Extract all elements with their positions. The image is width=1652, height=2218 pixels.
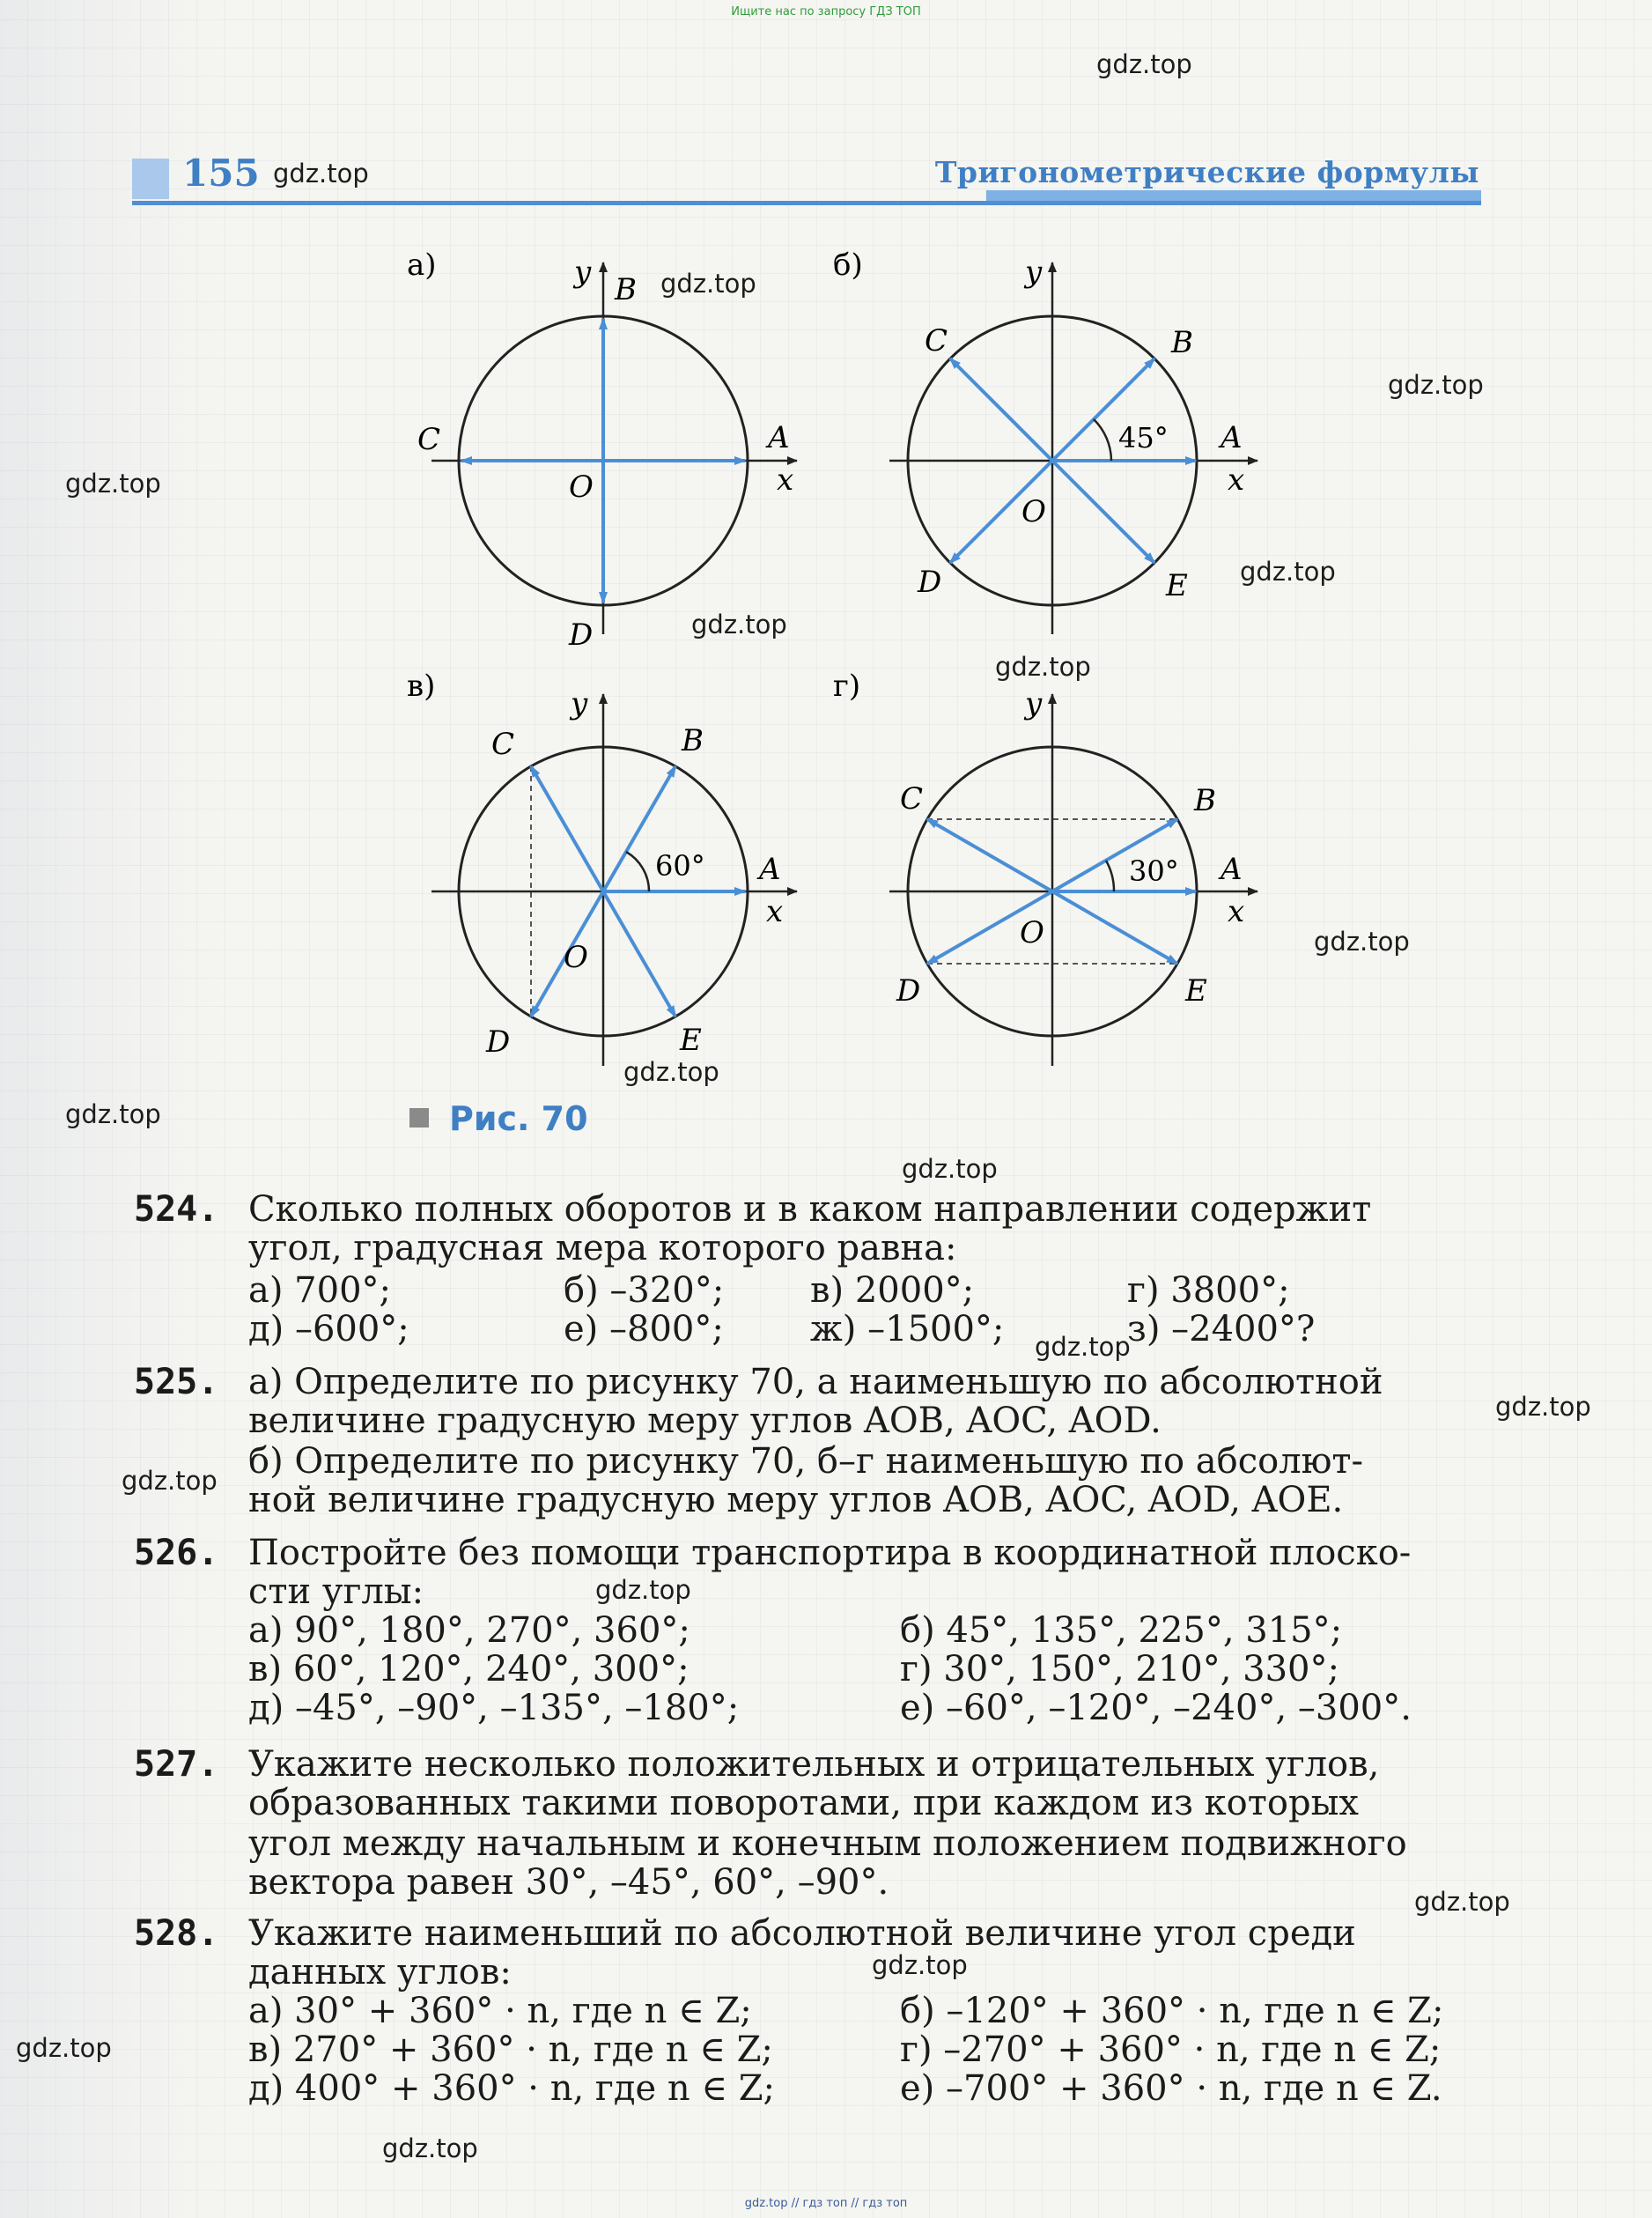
answer-item: е) –800°;	[564, 1309, 724, 1349]
answer-item: е) –700° + 360° · n, где n ∈ Z.	[900, 2068, 1442, 2109]
point-c: C	[925, 323, 948, 359]
answer-item: б) –120° + 360° · n, где n ∈ Z;	[900, 1991, 1444, 2031]
problem-text: величине градусную меру углов AOB, AOC, AOD.	[248, 1401, 1162, 1441]
vector-oc	[927, 819, 1052, 891]
point-b: B	[615, 272, 637, 307]
problem-text: данных углов:	[248, 1952, 512, 1993]
axis-y-label: y	[1025, 255, 1043, 290]
point-a: A	[1221, 852, 1243, 887]
watermark: gdz.top	[65, 1099, 161, 1129]
answer-item: в) 270° + 360° · n, где n ∈ Z;	[248, 2029, 773, 2070]
watermark: gdz.top	[1096, 49, 1192, 79]
point-d: D	[896, 973, 921, 1009]
angle-label: 45°	[1118, 421, 1169, 455]
point-e: E	[680, 1023, 702, 1058]
point-d: D	[486, 1024, 511, 1060]
angle-arc	[626, 852, 649, 891]
vector-oe	[603, 891, 675, 1017]
problem-text: ной величине градусную меру углов AOB, AOC, AOD, AOE.	[248, 1480, 1344, 1520]
origin-o: O	[1020, 915, 1044, 950]
axis-y-label: y	[574, 255, 592, 290]
panel-a-label: а)	[407, 248, 437, 283]
axis-x-label: x	[1228, 894, 1245, 929]
point-b: B	[1194, 783, 1216, 818]
panel-c	[407, 669, 797, 1066]
answer-item: г) –270° + 360° · n, где n ∈ Z;	[900, 2029, 1442, 2070]
watermark: gdz.top	[382, 2133, 478, 2163]
panel-a	[407, 248, 797, 653]
point-a: A	[759, 852, 781, 887]
answer-item: ж) –1500°;	[810, 1309, 1005, 1349]
panel-d-label: г)	[833, 669, 861, 704]
problem-number: 526.	[134, 1533, 219, 1573]
watermark: gdz.top	[1495, 1392, 1591, 1422]
axis-y-label: y	[571, 686, 588, 721]
problem-text: Укажите наименьший по абсолютной величине угол среди	[248, 1913, 1356, 1954]
answer-item: а) 90°, 180°, 270°, 360°;	[248, 1610, 690, 1651]
watermark: gdz.top	[1414, 1887, 1510, 1917]
vector-oe	[1052, 891, 1177, 964]
problem-text: Постройте без помощи транспортира в координатной плоско-	[248, 1533, 1412, 1573]
axis-x-label: x	[777, 462, 794, 498]
point-b: B	[1171, 325, 1193, 360]
point-c: C	[417, 422, 441, 457]
watermark: gdz.top	[273, 159, 369, 189]
point-c: C	[900, 781, 924, 817]
problem-number: 528.	[134, 1913, 219, 1954]
point-e: E	[1166, 568, 1188, 603]
problem-text: сти углы:	[248, 1571, 424, 1612]
angle-label: 30°	[1129, 854, 1179, 888]
answer-item: а) 30° + 360° · n, где n ∈ Z;	[248, 1991, 752, 2031]
axis-x-label: x	[766, 894, 784, 929]
angle-arc	[1106, 861, 1114, 891]
watermark: gdz.top	[902, 1154, 998, 1184]
vector-oc	[950, 359, 1052, 461]
problem-number: 525.	[134, 1362, 219, 1402]
caption-marker	[409, 1108, 429, 1127]
panel-c-label: в)	[407, 669, 436, 704]
figure-caption: Рис. 70	[449, 1099, 588, 1138]
watermark: gdz.top	[1388, 370, 1484, 400]
answer-item: в) 2000°;	[810, 1270, 975, 1311]
origin-o: O	[564, 940, 588, 975]
problem-text: б) Определите по рисунку 70, б–г наименьшую по абсолют-	[248, 1441, 1364, 1482]
problem-text: образованных такими поворотами, при каждом из которых	[248, 1783, 1359, 1823]
page-number: 155	[182, 152, 260, 195]
problem-text: вектора равен 30°, –45°, 60°, –90°.	[248, 1862, 889, 1903]
problem-text: а) Определите по рисунку 70, а наименьшую по абсолютной	[248, 1362, 1383, 1402]
point-e: E	[1185, 973, 1207, 1009]
watermark: gdz.top	[995, 652, 1091, 682]
problem-text: Сколько полных оборотов и в каком направлении содержит	[248, 1189, 1372, 1230]
answer-item: е) –60°, –120°, –240°, –300°.	[900, 1688, 1412, 1728]
axis-y-label: y	[1025, 686, 1043, 721]
watermark: gdz.top	[595, 1575, 691, 1605]
problem-text: угол, градусная мера которого равна:	[248, 1228, 957, 1268]
origin-o: O	[1021, 494, 1046, 529]
panel-b	[833, 248, 1257, 634]
top-note: Ищите нас по запросу ГДЗ ТОП	[731, 5, 921, 18]
answer-item: з) –2400°?	[1127, 1309, 1316, 1349]
watermark: gdz.top	[1314, 927, 1410, 957]
vector-oe	[1052, 461, 1154, 563]
answer-item: б) –320°;	[564, 1270, 725, 1311]
watermark: gdz.top	[1240, 557, 1336, 587]
point-a: A	[768, 420, 790, 455]
watermark: gdz.top	[872, 1950, 968, 1980]
watermark: gdz.top	[623, 1057, 719, 1087]
answer-item: б) 45°, 135°, 225°, 315°;	[900, 1610, 1343, 1651]
answer-item: д) –45°, –90°, –135°, –180°;	[248, 1688, 740, 1728]
problem-number: 524.	[134, 1189, 219, 1230]
watermark: gdz.top	[65, 469, 161, 499]
answer-item: г) 30°, 150°, 210°, 330°;	[900, 1649, 1339, 1689]
section-title: Тригонометрические формулы	[934, 155, 1479, 189]
bottom-note: gdz.top // гдз топ // гдз топ	[744, 2197, 908, 2210]
axis-x-label: x	[1228, 462, 1245, 498]
angle-arc	[1094, 419, 1111, 461]
vector-oc	[531, 766, 603, 891]
panel-b-label: б)	[833, 248, 863, 283]
watermark: gdz.top	[660, 269, 756, 299]
answer-item: д) 400° + 360° · n, где n ∈ Z;	[248, 2068, 775, 2109]
watermark: gdz.top	[1035, 1332, 1131, 1362]
origin-o: O	[569, 469, 594, 505]
point-a: A	[1221, 420, 1243, 455]
answer-item: д) –600°;	[248, 1309, 409, 1349]
point-b: B	[682, 723, 704, 758]
watermark: gdz.top	[16, 2033, 112, 2063]
point-d: D	[569, 617, 594, 653]
answer-item: а) 700°;	[248, 1270, 391, 1311]
answer-item: в) 60°, 120°, 240°, 300°;	[248, 1649, 690, 1689]
answer-item: г) 3800°;	[1127, 1270, 1290, 1311]
point-d: D	[918, 565, 942, 600]
watermark: gdz.top	[122, 1466, 218, 1496]
problem-number: 527.	[134, 1744, 219, 1785]
panel-d	[833, 669, 1257, 1066]
angle-label: 60°	[655, 849, 705, 883]
point-c: C	[491, 727, 515, 762]
problem-text: Укажите несколько положительных и отрицательных углов,	[248, 1744, 1380, 1785]
watermark: gdz.top	[691, 610, 787, 640]
problem-text: угол между начальным и конечным положением подвижного	[248, 1823, 1407, 1864]
